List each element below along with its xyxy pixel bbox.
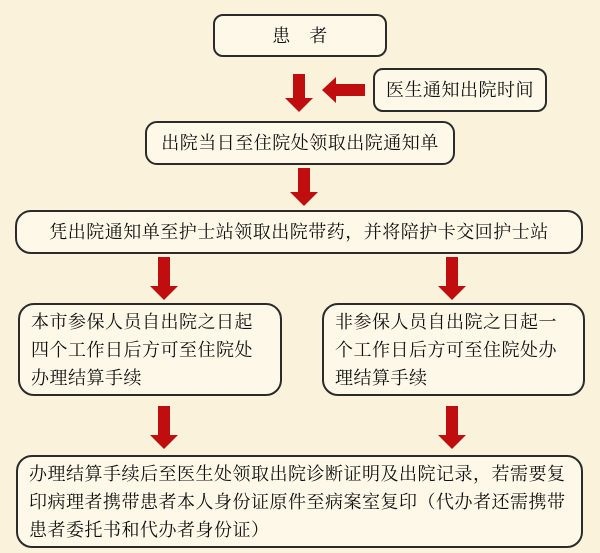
node-local-insured [18,303,282,396]
arrow-down-icon [438,406,466,449]
arrow-left-icon [322,77,365,103]
node-nurse-station [15,210,583,254]
arrow-down-icon [285,74,313,112]
node-doctor-notify [373,68,547,112]
node-doctor-notify-label: 医生通知出院时间 [386,80,534,100]
node-get-notice [145,121,455,165]
node-settlement-label: 办理结算手续后至医生处领取出院诊断证明及出院记录，若需要复印病理者携带患者本人身份证原件至病案室复印（代办者还需携带患者委托书和代办者身份证） [29,463,566,540]
arrow-down-icon [150,257,178,300]
arrow-down-icon [438,257,466,300]
node-get-notice-label: 出院当日至住院处领取出院通知单 [161,133,439,153]
node-settlement [16,455,583,548]
node-nurse-station-label: 凭出院通知单至护士站领取出院带药，并将陪护卡交回护士站 [49,222,549,242]
node-local-insured-label: 本市参保人员自出院之日起四个工作日后方可至住院处办理结算手续 [31,311,253,388]
node-non-insured [322,303,585,396]
node-patient-label: 患 者 [272,25,328,46]
node-non-insured-label: 非参保人员自出院之日起一个工作日后方可至住院处办理结算手续 [335,311,557,388]
arrow-down-icon [290,168,318,206]
arrow-down-icon [150,406,178,449]
node-patient [213,14,387,57]
